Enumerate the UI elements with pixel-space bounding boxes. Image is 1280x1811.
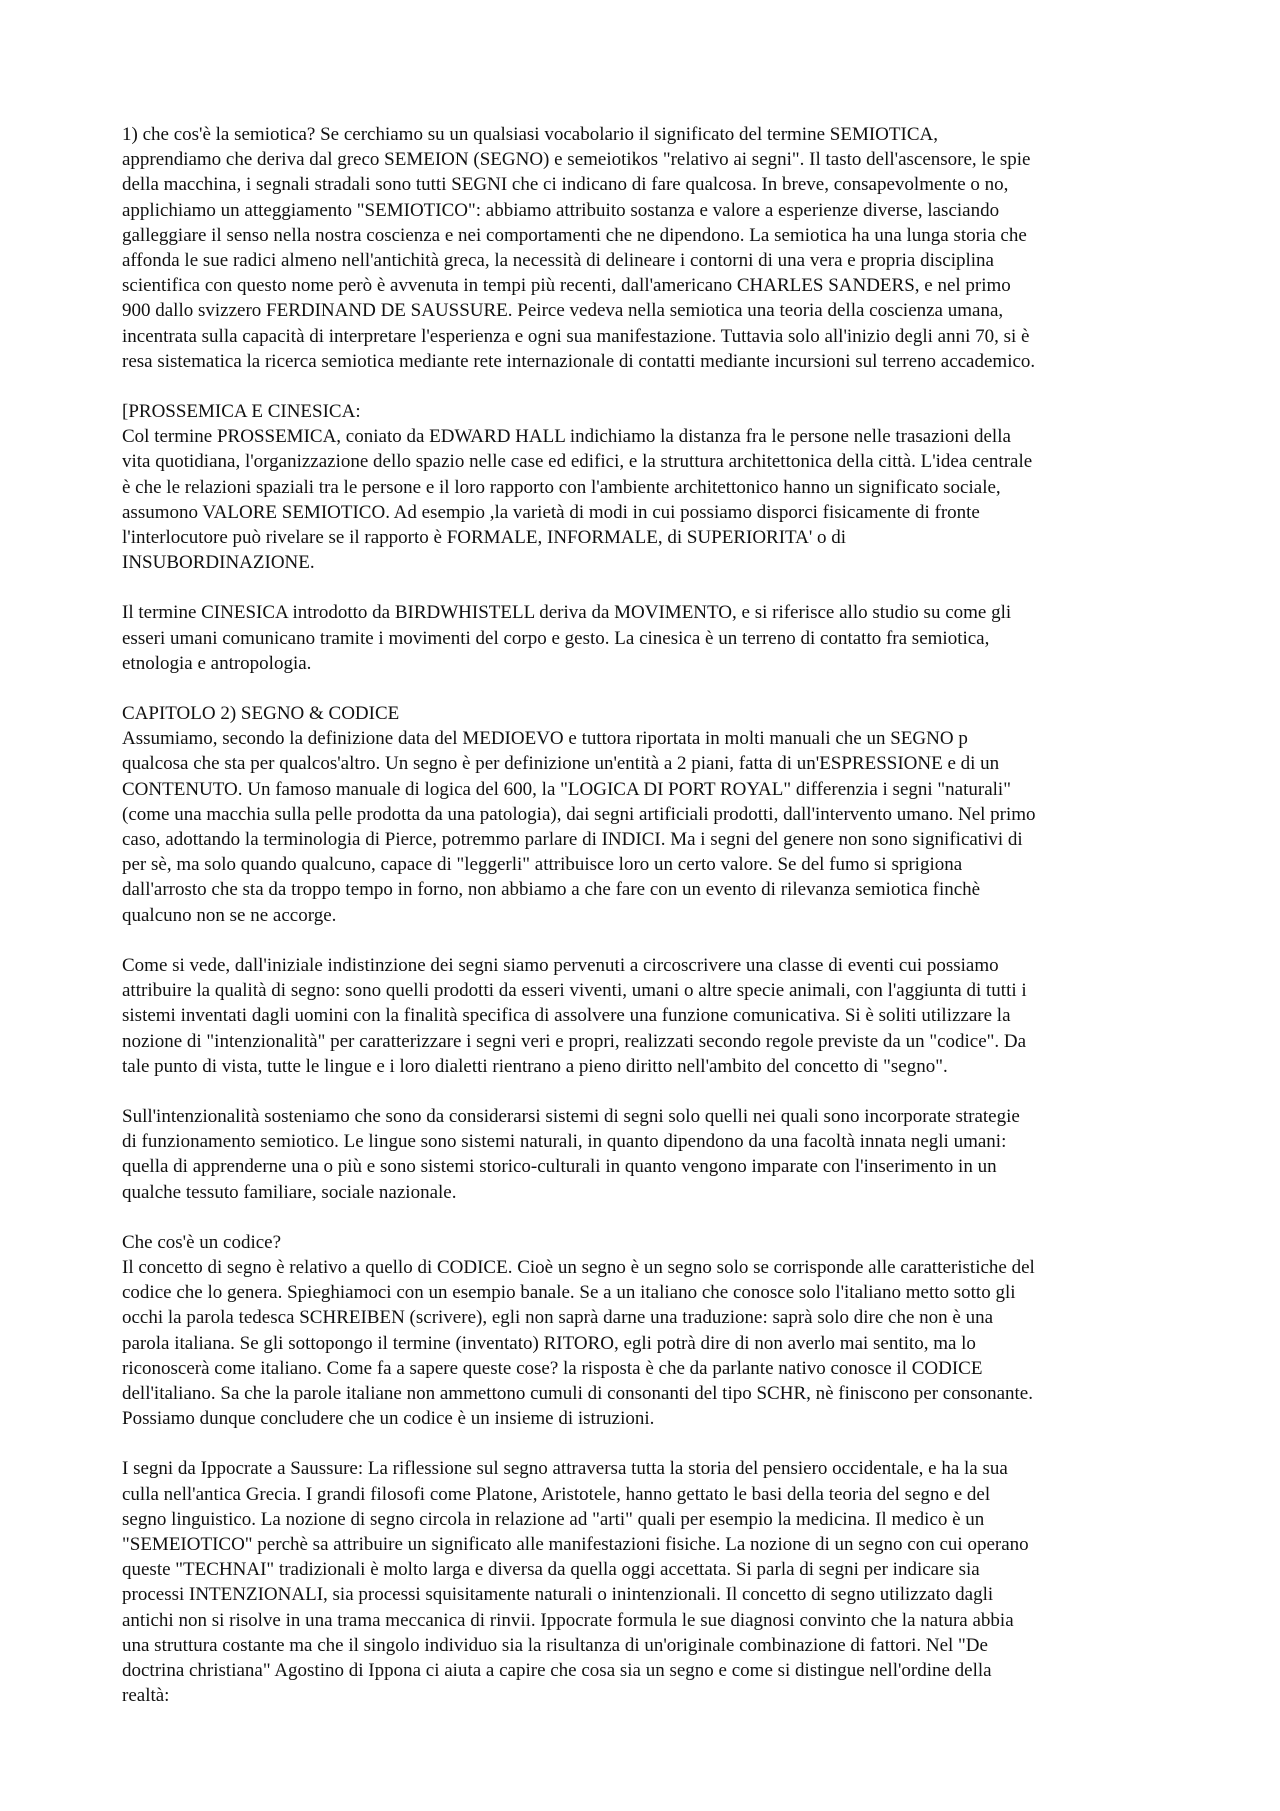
- section-heading: Che cos'è un codice?: [122, 1231, 282, 1253]
- text-line: dall'arrosto che sta da troppo tempo in forno, non abbiamo a che fare con un evento di rilevanza semiotica finchè: [122, 879, 981, 901]
- text-line: attribuire la qualità di segno: sono quelli prodotti da esseri viventi, umani o altre specie animali, con l'aggiunta di tutti i: [122, 980, 1027, 1002]
- paragraph-intenzionalita: [122, 1104, 1172, 1205]
- text-line: qualcosa che sta per qualcos'altro. Un segno è per definizione un'entità a 2 piani, fatta di un'ESPRESSIONE e di un: [122, 753, 1000, 775]
- text-line: culla nell'antica Grecia. I grandi filosofi come Platone, Aristotele, hanno gettato le basi della teoria del segno e del: [122, 1483, 991, 1505]
- text-line: Possiamo dunque concludere che un codice è un insieme di istruzioni.: [122, 1408, 655, 1430]
- text-line: galleggiare il senso nella nostra coscienza e nei comportamenti che ne dipendono. La semiotica ha una lunga storia che: [122, 224, 1027, 246]
- text-line: INSUBORDINAZIONE.: [122, 552, 315, 574]
- text-line: vita quotidiana, l'organizzazione dello spazio nelle case ed edifici, e la struttura architettonica della città. L'idea centrale: [122, 451, 1033, 473]
- section-heading: CAPITOLO 2) SEGNO & CODICE: [122, 703, 400, 725]
- text-line: esseri umani comunicano tramite i movimenti del corpo e gesto. La cinesica è un terreno di contatto fra semiotica,: [122, 627, 990, 649]
- text-line: è che le relazioni spaziali tra le persone e il loro rapporto con l'ambiente architettonico hanno un significato sociale,: [122, 476, 1001, 498]
- text-line: Come si vede, dall'iniziale indistinzione dei segni siamo pervenuti a circoscrivere una classe di eventi cui possiamo: [122, 954, 999, 976]
- text-line: affonda le sue radici almeno nell'antichità greca, la necessità di delineare i contorni di una vera e propria disciplina: [122, 250, 994, 272]
- text-line: applichiamo un atteggiamento "SEMIOTICO": abbiamo attribuito sostanza e valore a esperienze diverse, lasciando: [122, 199, 1000, 221]
- text-line: dell'italiano. Sa che la parole italiane non ammettono cumuli di consonanti del tipo SCHR, nè finiscono per consonante.: [122, 1382, 1033, 1404]
- text-line: (come una macchia sulla pelle prodotta da una patologia), dai segni artificiali prodotti, dall'intervento umano. Nel primo: [122, 803, 1036, 825]
- text-line: 900 dallo svizzero FERDINAND DE SAUSSURE. Peirce vedeva nella semiotica una teoria della coscienza umana,: [122, 300, 1004, 322]
- text-line: segno linguistico. La nozione di segno circola in relazione ad "arti" quali per esempio la medicina. Il medico è un: [122, 1508, 985, 1530]
- text-line: assumono VALORE SEMIOTICO. Ad esempio ,la varietà di modi in cui possiamo disporci fisicamente di fronte: [122, 501, 980, 523]
- text-line: Il termine CINESICA introdotto da BIRDWHISTELL deriva da MOVIMENTO, e si riferisce allo studio su come gli: [122, 602, 1012, 624]
- text-line: Sull'intenzionalità sosteniamo che sono da considerarsi sistemi di segni solo quelli nei quali sono incorporate strategie: [122, 1105, 1020, 1127]
- text-line: di funzionamento semiotico. Le lingue sono sistemi naturali, in quanto dipendono da una facoltà innata negli umani:: [122, 1131, 1007, 1153]
- text-line: Il concetto di segno è relativo a quello di CODICE. Cioè un segno è un segno solo se corrisponde alle caratteristiche del: [122, 1256, 1035, 1278]
- text-line: della macchina, i segnali stradali sono tutti SEGNI che ci indicano di fare qualcosa. In breve, consapevolmente o no,: [122, 174, 1009, 196]
- text-line: Assumiamo, secondo la definizione data del MEDIOEVO e tuttora riportata in molti manuali che un SEGNO p: [122, 728, 968, 750]
- section-heading: [PROSSEMICA E CINESICA:: [122, 401, 361, 423]
- text-line: occhi la parola tedesca SCHREIBEN (scrivere), egli non saprà darne una traduzione: saprà solo dire che non è una: [122, 1307, 994, 1329]
- text-line: incentrata sulla capacità di interpretare l'esperienza e ogni sua manifestazione. Tuttavia solo all'inizio degli anni 70, si è: [122, 325, 1030, 347]
- text-line: apprendiamo che deriva dal greco SEMEION (SEGNO) e semeiotikos "relativo ai segni". Il tasto dell'ascensore, le spie: [122, 149, 1031, 171]
- text-line: nozione di "intenzionalità" per caratterizzare i segni veri e propri, realizzati secondo regole previste da un "codice". Da: [122, 1030, 1027, 1052]
- text-line: I segni da Ippocrate a Saussure: La riflessione sul segno attraversa tutta la storia del pensiero occidentale, e ha la sua: [122, 1458, 1008, 1480]
- paragraph-cinesica: [122, 600, 1172, 676]
- text-line: CONTENUTO. Un famoso manuale di logica del 600, la "LOGICA DI PORT ROYAL" differenzia i segni "naturali": [122, 778, 1011, 800]
- text-line: per sè, ma solo quando qualcuno, capace di "leggerli" attribuisce loro un certo valore. Se del fumo si sprigiona: [122, 854, 963, 876]
- text-line: resa sistematica la ricerca semiotica mediante rete internazionale di contatti mediante incursioni sul terreno accademico.: [122, 350, 1036, 372]
- paragraph-classe-eventi: [122, 953, 1172, 1079]
- text-line: tale punto di vista, tutte le lingue e i loro dialetti rientrano a pieno diritto nell'ambito del concetto di "segno".: [122, 1055, 948, 1077]
- paragraph-segno-codice: [122, 701, 1172, 928]
- text-line: caso, adottando la terminologia di Pierce, potremmo parlare di INDICI. Ma i segni del genere non sono significativi di: [122, 829, 1023, 851]
- text-line: doctrina christiana" Agostino di Ippona ci aiuta a capire che cosa sia un segno e come si distingue nell'ordine della: [122, 1659, 992, 1681]
- paragraph-semiotica-intro: [122, 122, 1172, 374]
- text-line: scientifica con questo nome però è avvenuta in tempi più recenti, dall'americano CHARLES SANDERS, e nel primo: [122, 275, 1011, 297]
- text-line: processi INTENZIONALI, sia processi squisitamente naturali o inintenzionali. Il concetto di segno utilizzato dagli: [122, 1584, 994, 1606]
- text-line: Col termine PROSSEMICA, coniato da EDWARD HALL indichiamo la distanza fra le persone nelle trasazioni della: [122, 426, 1011, 448]
- text-line: sistemi inventati dagli uomini con la finalità specifica di assolvere una funzione comunicativa. Si è soliti utilizzare la: [122, 1005, 1011, 1027]
- text-line: riconoscerà come italiano. Come fa a sapere queste cose? la risposta è che da parlante nativo conosce il CODICE: [122, 1357, 983, 1379]
- paragraph-ippocrate-saussure: [122, 1456, 1172, 1708]
- paragraph-codice: [122, 1230, 1172, 1432]
- text-line: qualche tessuto familiare, sociale nazionale.: [122, 1181, 457, 1203]
- text-line: "SEMEIOTICO" perchè sa attribuire un significato alle manifestazioni fisiche. La nozione di un segno con cui operano: [122, 1533, 1029, 1555]
- text-line: l'interlocutore può rivelare se il rapporto è FORMALE, INFORMALE, di SUPERIORITA' o di: [122, 527, 847, 549]
- text-line: antichi non si risolve in una trama meccanica di rinvii. Ippocrate formula le sue diagnosi convinto che la natura abbia: [122, 1609, 1014, 1631]
- text-line: quella di apprenderne una o più e sono sistemi storico-culturali in quanto vengono imparate con l'inserimento in un: [122, 1156, 997, 1178]
- text-line: etnologia e antropologia.: [122, 652, 312, 674]
- text-line: qualcuno non se ne accorge.: [122, 904, 337, 926]
- text-line: codice che lo genera. Spieghiamoci con un esempio banale. Se a un italiano che conosce solo l'italiano metto sotto gli: [122, 1282, 1016, 1304]
- text-line: una struttura costante ma che il singolo individuo sia la risultanza di un'originale combinazione di fattori. Nel "De: [122, 1634, 988, 1656]
- paragraph-prossemica: [122, 399, 1172, 575]
- text-line: queste "TECHNAI" tradizionali è molto larga e diversa da quella oggi accettata. Si parla di segni per indicare sia: [122, 1559, 980, 1581]
- text-line: realtà:: [122, 1685, 170, 1707]
- text-line: parola italiana. Se gli sottopongo il termine (inventato) RITORO, egli potrà dire di non averlo mai sentito, ma lo: [122, 1332, 976, 1354]
- text-line: 1) che cos'è la semiotica? Se cerchiamo su un qualsiasi vocabolario il significato del termine SEMIOTICA,: [122, 124, 938, 145]
- document-page: [122, 122, 1172, 1733]
